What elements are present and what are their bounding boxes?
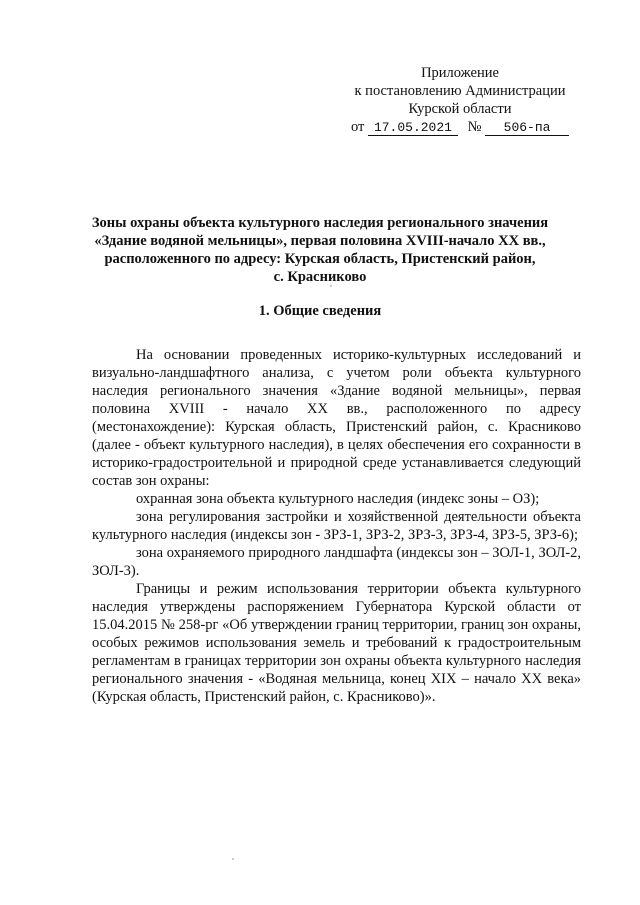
title-line-1: Зоны охраны объекта культурного наследия регионального значения: [91, 215, 549, 231]
title-line-2: «Здание водяной мельницы», первая половина XVIII-начало XX вв.,: [94, 233, 546, 249]
appendix-resolution-line: к постановлению Администрации: [354, 83, 566, 99]
appendix-label: Приложение: [421, 65, 499, 81]
resolution-date: 17.05.2021: [368, 120, 458, 136]
appendix-region-line: Курской области: [408, 101, 512, 117]
paragraph-landscape-zone: зона охраняемого природного ландшафта (индексы зон – ЗОЛ-1, ЗОЛ-2, ЗОЛ-3).: [92, 545, 581, 579]
resolution-number: 506-па: [485, 120, 569, 136]
scan-speck: [330, 285, 332, 287]
document-title: [70, 214, 570, 286]
paragraph-regulation-zone: зона регулирования застройки и хозяйственной деятельности объекта культурного наследия (индексы зон - ЗРЗ-1, ЗРЗ-2, ЗРЗ-3, ЗРЗ-4, ЗРЗ-5, ЗРЗ-6);: [92, 509, 581, 543]
paragraph-protected-zone: охранная зона объекта культурного наследия (индекс зоны – ОЗ);: [136, 491, 540, 507]
body-text: [92, 346, 581, 706]
scan-speck: [232, 858, 234, 860]
title-line-3: расположенного по адресу: Курская область, Пристенский район,: [104, 251, 536, 267]
appendix-date-number-line: [330, 118, 590, 136]
number-prefix: №: [467, 119, 482, 135]
paragraph-intro: На основании проведенных историко-культурных исследований и визуально-ландшафтного анализа, с учетом роли объекта культурного наследия регионального значения «Здание водяной мельницы», первая половина XVIII - начало XX вв., расположенного по адресу (местонахождение): Курская область, Пристенский район, с. Красниково (далее - объект культурного наследия), в целях обеспечения его сохранности в историко-градостроительной и природной среде устанавливается следующий состав зон охраны:: [92, 347, 581, 489]
section-heading: 1. Общие сведения: [258, 303, 382, 319]
date-prefix: от: [350, 119, 365, 135]
paragraph-boundaries: Границы и режим использования территории объекта культурного наследия утверждены распоряжением Губернатора Курской области от 15.04.2015 № 258-рг «Об утверждении границ территории, границ зон охраны, особых режимов использования земель и требований к градостроительным регламентам в границах территории зон охраны объекта культурного наследия регионального значения - «Водяная мельница, конец XIX – начало XX века» (Курская область, Пристенский район, с. Красниково)».: [92, 581, 581, 705]
title-line-4: с. Красниково: [273, 269, 367, 285]
appendix-header: [330, 64, 590, 136]
